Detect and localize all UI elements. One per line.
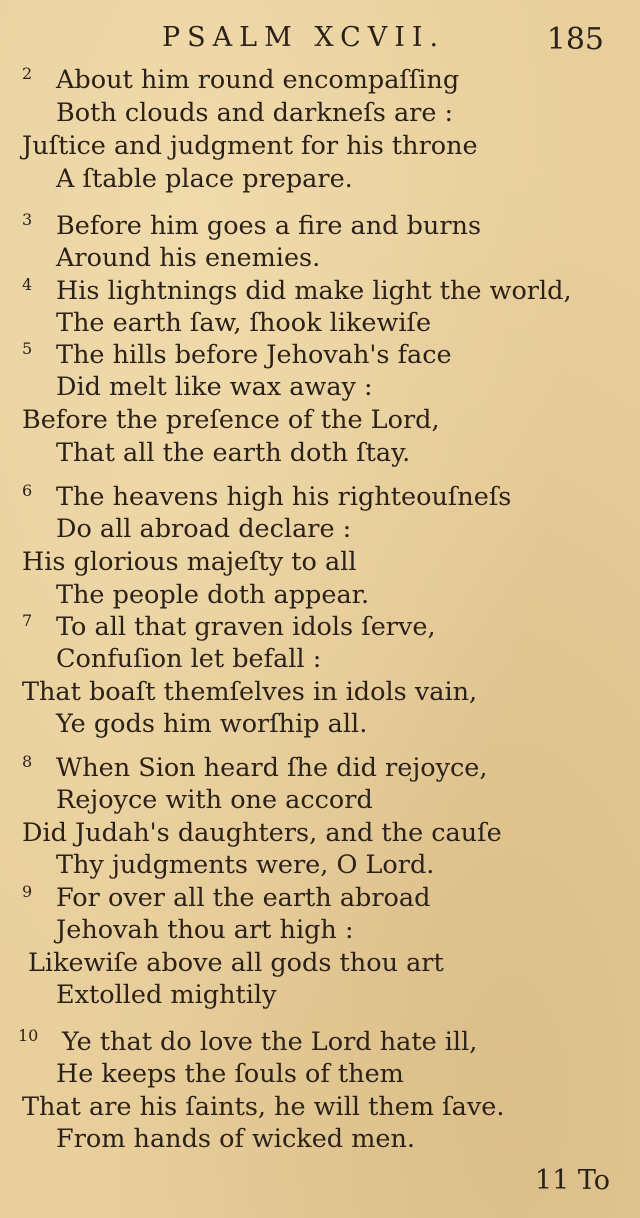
verse-line: About him round encompaſſing bbox=[56, 65, 460, 95]
verse-number: 5 bbox=[22, 339, 33, 358]
verse-line: Did Judah's daughters, and the cauſe bbox=[22, 818, 502, 848]
verse-line: The people doth appear. bbox=[56, 580, 370, 610]
verse-line: Do all abroad declare : bbox=[56, 514, 352, 544]
page-number: 185 bbox=[546, 22, 604, 57]
verse-line: Both clouds and darkneſs are : bbox=[56, 98, 454, 128]
verse-line: A ſtable place prepare. bbox=[56, 164, 353, 194]
catchword: 11 To bbox=[534, 1165, 610, 1196]
verse-line: When Sion heard ſhe did rejoyce, bbox=[56, 753, 488, 783]
verse-line: For over all the earth abroad bbox=[56, 883, 431, 913]
verse-line: Likewiſe above all gods thou art bbox=[28, 948, 444, 978]
verse-line: To all that graven idols ſerve, bbox=[56, 612, 436, 642]
verse-number: 10 bbox=[18, 1026, 39, 1045]
verse-number: 7 bbox=[22, 611, 33, 630]
verse-line: Before the preſence of the Lord, bbox=[22, 405, 440, 435]
verse-line: Rejoyce with one accord bbox=[56, 785, 373, 815]
verse-line: His lightnings did make light the world, bbox=[56, 276, 572, 306]
verse-number: 8 bbox=[22, 752, 33, 771]
verse-line: Juſtice and judgment for his throne bbox=[22, 131, 478, 161]
running-title: PSALM XCVII. bbox=[162, 22, 446, 53]
verse-line: The earth ſaw, ſhook likewiſe bbox=[56, 308, 432, 338]
verse-line: That are his ſaints, he will them ſave. bbox=[22, 1092, 505, 1122]
verse-line: Around his enemies. bbox=[56, 243, 321, 273]
verse-number: 4 bbox=[22, 275, 33, 294]
verse-line: Thy judgments were, O Lord. bbox=[56, 850, 435, 880]
verse-line: Ye that do love the Lord hate ill, bbox=[62, 1027, 478, 1057]
verse-line: The hills before Jehovah's face bbox=[56, 340, 452, 370]
verse-line: The heavens high his righteouſneſs bbox=[56, 482, 512, 512]
verse-number: 9 bbox=[22, 882, 33, 901]
verse-number: 6 bbox=[22, 481, 33, 500]
verse-line: Before him goes a fire and burns bbox=[56, 211, 482, 241]
verse-line: Confuſion let befall : bbox=[56, 644, 322, 674]
verse-line: He keeps the ſouls of them bbox=[56, 1059, 404, 1089]
verse-line: That all the earth doth ſtay. bbox=[56, 438, 411, 468]
verse-line: His glorious majeſty to all bbox=[22, 547, 357, 577]
verse-line: That boaſt themſelves in idols vain, bbox=[22, 677, 478, 707]
page-header bbox=[0, 22, 640, 62]
verse-number: 3 bbox=[22, 210, 33, 229]
verse-line: From hands of wicked men. bbox=[56, 1124, 416, 1154]
verse-line: Ye gods him worſhip all. bbox=[56, 709, 368, 739]
verse-line: Did melt like wax away : bbox=[56, 372, 373, 402]
verse-number: 2 bbox=[22, 64, 33, 83]
verse-line: Extolled mightily bbox=[56, 980, 277, 1010]
verse-line: Jehovah thou art high : bbox=[56, 915, 354, 945]
